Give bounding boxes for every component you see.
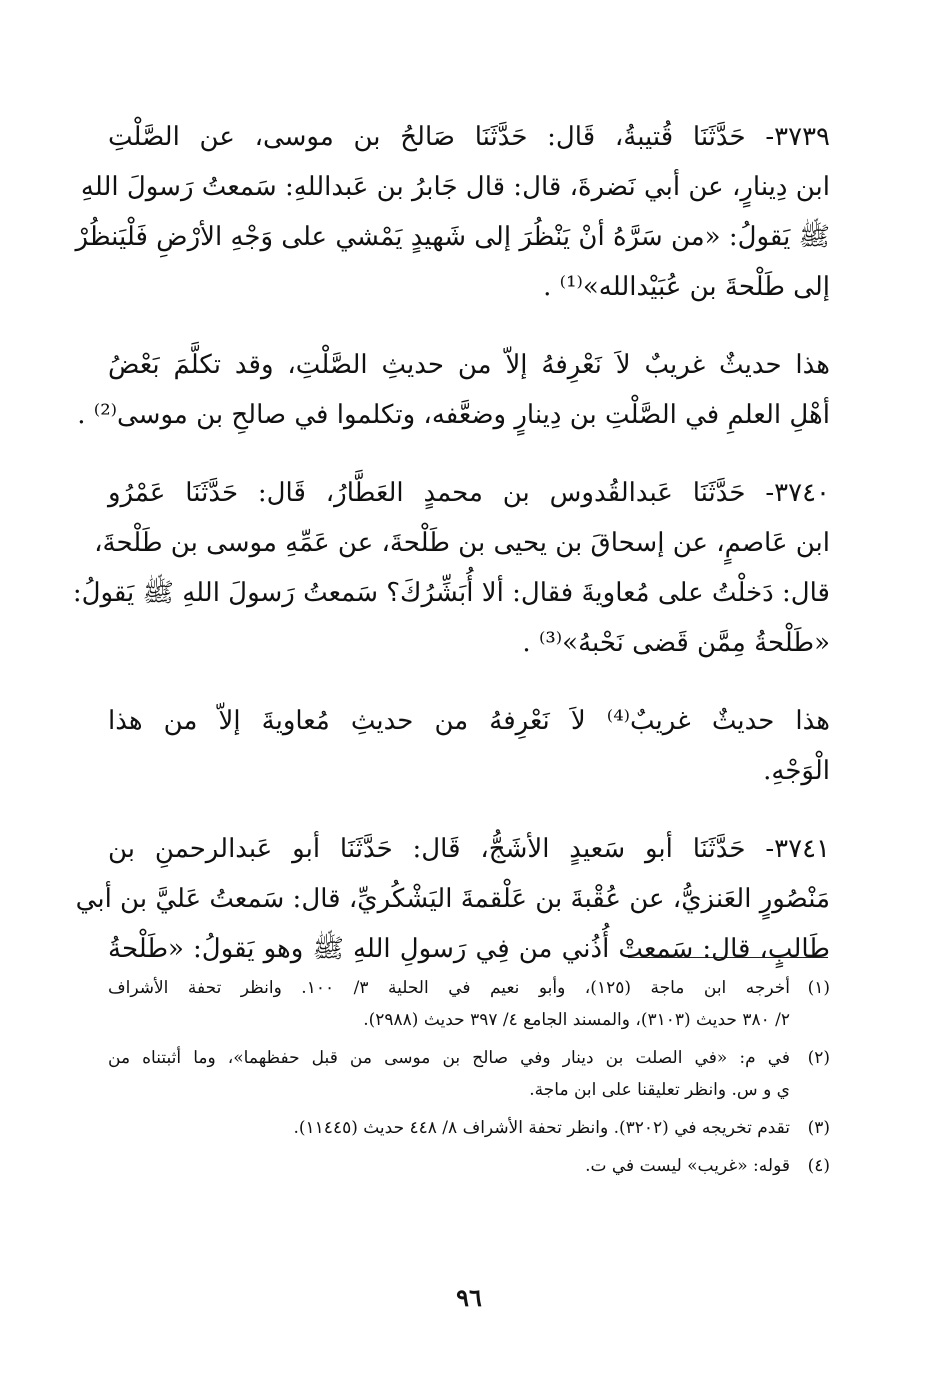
- text-line: أهْلِ العلمِ في الصَّلْتِ بن دِينارٍ وضعَّفه، وتكلموا في صالحِ بن موسى⁽²⁾ .: [77, 400, 830, 430]
- footnote-line: ي و س. وانظر تعليقنا على ابن ماجة.: [529, 1080, 790, 1100]
- footnote-number: (٣): [807, 1118, 830, 1138]
- footnote-number: (٤): [807, 1156, 830, 1176]
- hadith-3741: [75, 824, 830, 974]
- main-text: [72, 112, 830, 996]
- text-line: ٣٧٣٩- حَدَّثَنَا قُتيبةُ، قَال: حَدَّثَنَا صَالحُ بن موسى، عن الصَّلْتِ: [108, 122, 830, 152]
- hadith-3739: [75, 112, 830, 312]
- text-line: ابن دِينارٍ، عن أبي نَضرةَ، قال: قال جَابرُ بن عَبداللهِ: سَمعتُ رَسولَ اللهِ: [80, 172, 830, 202]
- comment-3739: [77, 340, 830, 440]
- text-line: ٣٧٤١- حَدَّثَنَا أبو سَعيدٍ الأشَجُّ، قَال: حَدَّثَنَا أبو عَبدالرحمنِ بن: [108, 834, 830, 864]
- text-line: «طَلْحةُ مِمَّن قَضى نَحْبهُ»⁽³⁾ .: [522, 628, 830, 658]
- comment-3740: [108, 696, 830, 796]
- text-line: طَالبٍ، قال: سَمعتْ أُذُني من فِي رَسولِ اللهِ ﷺ وهو يَقولُ: «طَلْحةُ: [108, 934, 830, 964]
- footnote-body: [108, 1042, 790, 1106]
- text-line: قال: دَخلْتُ على مُعاويةَ فقال: ألا أُبَشِّرُكَ؟ سَمعتُ رَسولَ اللهِ ﷺ يَقولُ:: [72, 578, 830, 608]
- text-line: الْوَجْهِ.: [763, 756, 830, 786]
- footnote-3: [108, 1112, 830, 1144]
- hadith-3740: [72, 468, 830, 668]
- text-line: مَنْصُورٍ العَنزيُّ، عن عُقْبةَ بن عَلْقمةَ اليَشْكُريِّ، قال: سَمعتُ عَليَّ بن أبي: [75, 884, 830, 914]
- text-line: ابن عَاصمٍ، عن إسحاقَ بن يحيى بن طَلْحةَ، عن عَمِّهِ موسى بن طَلْحةَ،: [94, 528, 830, 558]
- page-number: ٩٦: [456, 1283, 482, 1312]
- footnote-line: أخرجه ابن ماجة (١٢٥)، وأبو نعيم في الحلية ٣/ ١٠٠. وانظر تحفة الأشراف: [108, 978, 790, 998]
- footnote-1: [108, 972, 830, 1036]
- text-line: ٣٧٤٠- حَدَّثَنَا عَبدالقُدوس بن محمدٍ العَطَّارُ، قَال: حَدَّثَنَا عَمْرُو: [108, 478, 830, 508]
- footnote-divider: [628, 957, 828, 958]
- text-line: هذا حديثٌ غريبٌ لاَ نَعْرِفهُ إلاّ من حديثِ الصَّلْتِ، وقد تكلَّمَ بَعْضُ: [108, 350, 830, 380]
- text-line: إلى طَلْحةَ بن عُبَيْدالله»⁽¹⁾ .: [543, 272, 830, 302]
- text-line: ﷺ يَقولُ: «من سَرَّهُ أنْ يَنْظُرَ إلى شَهيدٍ يَمْشي على وَجْهِ الأرْضِ فَلْيَنظُرْ: [75, 222, 830, 252]
- footnote-line: ٢/ ٣٨٠ حديث (٣١٠٣)، والمسند الجامع ٤/ ٣٩٧ حديث (٢٩٨٨).: [363, 1010, 790, 1030]
- footnote-body: [108, 1112, 790, 1144]
- footnote-line: قوله: «غريب» ليست في ت.: [585, 1156, 790, 1176]
- footnotes: [108, 972, 830, 1188]
- footnote-body: [108, 1150, 790, 1182]
- footnote-body: [108, 972, 790, 1036]
- footnote-number: (١): [807, 978, 830, 998]
- footnote-4: [108, 1150, 830, 1182]
- text-line: هذا حديثٌ غريبٌ⁽⁴⁾ لاَ نَعْرِفهُ من حديثِ مُعاويةَ إلاّ من هذا: [108, 706, 830, 736]
- footnote-line: في م: «في الصلت بن دينار وفي صالح بن موسى من قبل حفظهما»، وما أثبتناه من: [108, 1048, 790, 1068]
- footnote-number: (٢): [807, 1048, 830, 1068]
- footnote-line: تقدم تخريجه في (٣٢٠٢). وانظر تحفة الأشراف ٨/ ٤٤٨ حديث (١١٤٤٥).: [293, 1118, 790, 1138]
- footnote-2: [108, 1042, 830, 1106]
